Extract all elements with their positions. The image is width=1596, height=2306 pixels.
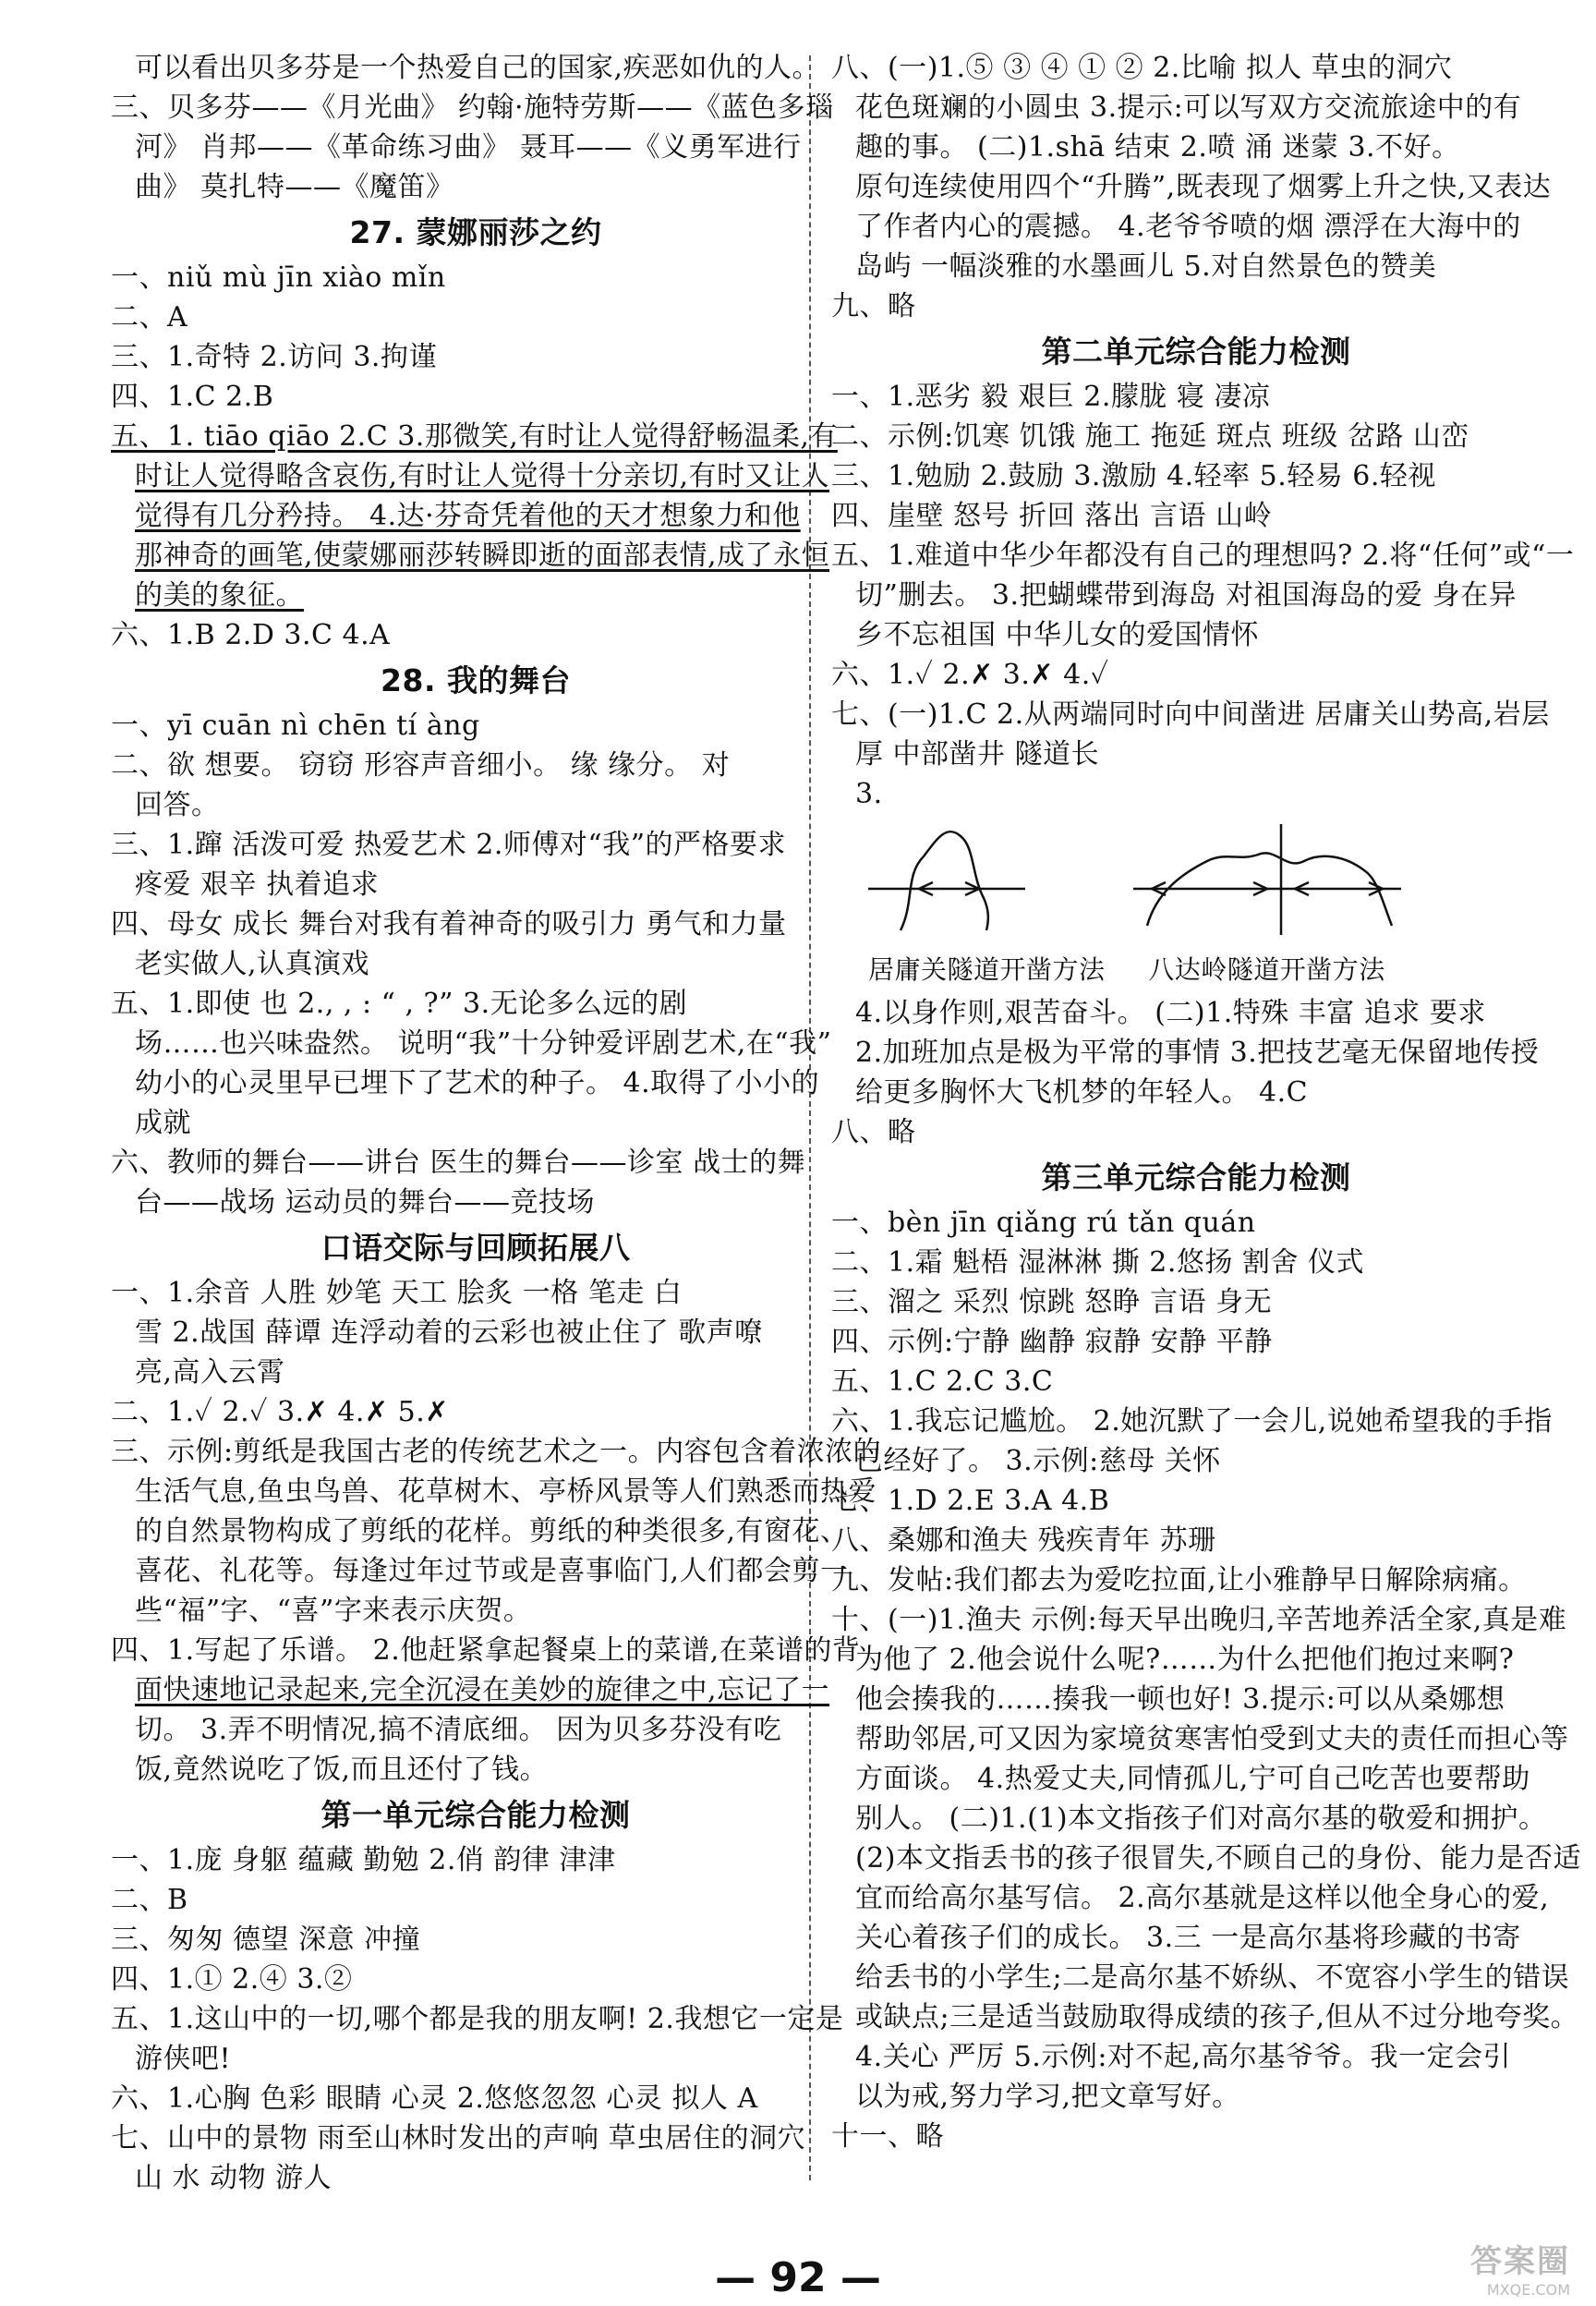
answer-line: 一、1.庞 身躯 蕴藏 勤勉 2.俏 韵律 津津	[111, 1844, 616, 1876]
answer-line: 六、1.B 2.D 3.C 4.A	[111, 619, 391, 651]
answer-line: 六、1.心胸 色彩 眼睛 心灵 2.悠悠忽忽 心灵 拟人 A	[111, 2082, 758, 2115]
answer-line: 山 水 动物 游人	[135, 2162, 332, 2194]
answer-line: 原句连续使用四个“升腾”,既表现了烟雾上升之快,又表达	[855, 171, 1552, 203]
answer-line: 切。 3.弄不明情况,搞不清底细。 因为贝多芬没有吃	[135, 1714, 782, 1746]
answer-line: 4.关心 严厉 5.示例:对不起,高尔基爷爷。我一定会引	[855, 2041, 1511, 2073]
answer-line: 趣的事。 (二)1.shā 结束 2.喷 涌 迷蒙 3.不好。	[855, 131, 1460, 164]
answer-line: 河》 肖邦——《革命练习曲》 聂耳——《义勇军进行	[135, 131, 802, 164]
answer-line: 一、yī cuān nì chēn tí àng	[111, 710, 480, 742]
answer-line: 老实做人,认真演戏	[135, 948, 370, 980]
answer-line: 以为戒,努力学习,把文章写好。	[855, 2081, 1240, 2113]
answer-line: 二、示例:饥寒 饥饿 施工 拖延 斑点 班级 岔路 山峦	[831, 420, 1469, 453]
answer-line: 关心着孩子们的成长。 3.三 一是高尔基将珍藏的书寄	[855, 1922, 1521, 1954]
answer-line: 曲》 莫扎特——《魔笛》	[135, 171, 454, 203]
answer-line: 岛屿 一幅淡雅的水墨画儿 5.对自然景色的赞美	[855, 250, 1437, 283]
diagram-caption-right: 八达岭隧道开凿方法	[1148, 954, 1385, 985]
answer-line: 三、1.勉励 2.鼓励 3.激励 4.轻率 5.轻易 6.轻视	[831, 460, 1436, 492]
answer-line: 四、1.写起了乐谱。 2.他赶紧拿起餐桌上的菜谱,在菜谱的背	[111, 1634, 861, 1667]
section-title: 27. 蒙娜丽莎之约	[349, 214, 602, 250]
answer-line: 的美的象征。	[135, 579, 304, 612]
watermark-bottom: MXQE.COM	[1486, 2281, 1570, 2299]
mountain-sketch-right	[1133, 819, 1401, 935]
answer-line: 三、贝多芬——《月光曲》 约翰·施特劳斯——《蓝色多瑙	[111, 91, 834, 124]
diagram-caption-left: 居庸关隧道开凿方法	[868, 954, 1106, 985]
answer-line: 他会揍我的……揍我一顿也好! 3.提示:可以从桑娜想	[855, 1683, 1505, 1716]
answer-line: 四、崖壁 怒号 折回 落出 言语 山岭	[831, 500, 1273, 532]
page-number: — 92 —	[715, 2254, 881, 2301]
answer-line: 四、示例:宁静 幽静 寂静 安静 平静	[831, 1326, 1273, 1358]
answer-line: 幼小的心灵里早已埋下了艺术的种子。 4.取得了小小的	[135, 1067, 820, 1099]
answer-line: 七、山中的景物 雨至山林时发出的声响 草虫居住的洞穴	[111, 2122, 806, 2154]
watermark-top: 答案圈	[1470, 2243, 1570, 2280]
answer-line: 二、欲 想要。 窃窃 形容声音细小。 缘 缘分。 对	[111, 749, 731, 782]
section-title: 口语交际与回顾拓展八	[320, 1230, 631, 1266]
answer-line: 或缺点;三是适当鼓励取得成绩的孩子,但从不过分地夸奖。	[855, 2001, 1579, 2033]
answer-line: 三、示例:剪纸是我国古老的传统艺术之一。内容包含着浓浓的	[111, 1436, 882, 1468]
answer-line: 可以看出贝多芬是一个热爱自己的国家,疾恶如仇的人。	[135, 52, 821, 84]
answer-line: 切”删去。 3.把蝴蝶带到海岛 对祖国海岛的爱 身在异	[855, 579, 1517, 612]
answer-line: 三、1.蹿 活泼可爱 热爱艺术 2.师傅对“我”的严格要求	[111, 829, 787, 861]
answer-line: 乡不忘祖国 中华儿女的爱国情怀	[855, 619, 1260, 651]
answer-line: 生活气息,鱼虫鸟兽、花草树木、亭桥风景等人们熟悉而热爱	[135, 1475, 877, 1508]
answer-line: 八、桑娜和渔夫 残疾青年 苏珊	[831, 1524, 1216, 1557]
section-title: 第三单元综合能力检测	[1041, 1159, 1351, 1195]
tunnel-diagram	[831, 819, 1561, 989]
answer-line: 觉得有几分矜持。 4.达·芬奇凭着他的天才想象力和他	[135, 500, 801, 532]
answer-line: 一、1.恶劣 毅 艰巨 2.朦胧 寝 凄凉	[831, 381, 1271, 413]
answer-line: 宜而给高尔基写信。 2.高尔基就是这样以他全身心的爱,	[855, 1882, 1550, 1914]
answer-line: 十一、略	[831, 2120, 944, 2153]
answer-line: 九、发帖:我们都去为爱吃拉面,让小雅静早日解除病痛。	[831, 1564, 1527, 1596]
answer-line: 些“福”字、“喜”字来表示庆贺。	[135, 1595, 532, 1627]
right-column	[831, 48, 1582, 2156]
answer-line: 别人。 (二)1.(1)本文指孩子们对高尔基的敬爱和拥护。	[855, 1802, 1547, 1835]
answer-line: 七、(一)1.C 2.从两端同时向中间凿进 居庸关山势高,岩层	[831, 698, 1550, 731]
answer-line: 四、1.① 2.④ 3.②	[111, 1963, 353, 1996]
answer-line: 给丢书的小学生;二是高尔基不娇纵、不宽容小学生的错误	[855, 1961, 1570, 1994]
answer-line: 台——战场 运动员的舞台——竞技场	[135, 1186, 596, 1219]
answer-line: 一、1.余音 人胜 妙笔 天工 脍炙 一格 笔走 白	[111, 1277, 683, 1309]
answer-line: 二、A	[111, 301, 188, 334]
answer-line: 八、略	[831, 1116, 916, 1148]
section-title: 第一单元综合能力检测	[320, 1797, 631, 1833]
right-column-top	[831, 48, 1575, 814]
answer-line: 2.加班加点是极为平常的事情 3.把技艺毫无保留地传授	[855, 1037, 1540, 1069]
answer-line: 场……也兴味盎然。 说明“我”十分钟爱评剧艺术,在“我”	[135, 1027, 832, 1060]
answer-line: 七、1.D 2.E 3.A 4.B	[831, 1485, 1110, 1517]
answer-line: 的自然景物构成了剪纸的花样。剪纸的种类很多,有窗花、	[135, 1515, 849, 1547]
answer-line: 游侠吧!	[135, 2043, 232, 2075]
right-column-bottom	[831, 993, 1582, 2156]
answer-line: 三、1.奇特 2.访问 3.拘谨	[111, 341, 437, 373]
answer-line: 厚 中部凿井 隧道长	[855, 738, 1100, 771]
section-title: 第二单元综合能力检测	[1041, 334, 1351, 370]
answer-line: 那神奇的画笔,使蒙娜丽莎转瞬即逝的面部表情,成了永恒	[135, 540, 830, 572]
answer-line: 三、匆匆 德望 深意 冲撞	[111, 1924, 421, 1956]
answer-line: (2)本文指丢书的孩子很冒失,不顾自己的身份、能力是否适	[855, 1842, 1582, 1875]
answer-line: 面快速地记录起来,完全沉浸在美妙的旋律之中,忘记了一	[135, 1674, 830, 1706]
answer-line: 亮,高入云霄	[135, 1356, 285, 1389]
answer-line: 雪 2.战国 薛谭 连浮动着的云彩也被止住了 歌声嘹	[135, 1317, 763, 1349]
answer-line: 六、1.我忘记尴尬。 2.她沉默了一会儿,说她希望我的手指	[831, 1405, 1553, 1438]
answer-line: 五、1.即使 也 2., , : “ , ?” 3.无论多么远的剧	[111, 988, 688, 1020]
answer-line: 五、1.C 2.C 3.C	[831, 1365, 1054, 1398]
answer-line: 给更多胸怀大飞机梦的年轻人。 4.C	[855, 1076, 1309, 1109]
answer-line: 方面谈。 4.热爱丈夫,同情孤儿,宁可自己吃苦也要帮助	[855, 1763, 1530, 1795]
answer-line: 四、母女 成长 舞台对我有着神奇的吸引力 勇气和力量	[111, 908, 787, 941]
answer-line: 九、略	[831, 290, 916, 322]
answer-line: 4.以身作则,艰苦奋斗。 (二)1.特殊 丰富 追求 要求	[855, 997, 1486, 1029]
answer-line: 回答。	[135, 789, 220, 821]
answer-line: 为他了 2.他会说什么呢?……为什么把他们抱过来啊?	[855, 1644, 1515, 1676]
mountain-sketch-left	[868, 819, 1025, 935]
answer-line: 一、bèn jīn qiǎng rú tǎn quán	[831, 1207, 1256, 1239]
juyongguan-diagram	[868, 819, 1106, 989]
badaling-diagram	[1133, 819, 1401, 989]
answer-line: 了作者内心的震撼。 4.老爷爷喷的烟 漂浮在大海中的	[855, 211, 1521, 243]
answer-line: 五、1. tiāo qiāo 2.C 3.那微笑,有时让人觉得舒畅温柔,有	[111, 420, 838, 453]
answer-line: 喜花、礼花等。每逢过年过节或是喜事临门,人们都会剪一	[135, 1555, 849, 1587]
answer-line: 五、1.难道中华少年都没有自己的理想吗? 2.将“任何”或“一	[831, 540, 1575, 572]
watermark-logo	[1422, 2236, 1570, 2299]
answer-line: 饭,竟然说吃了饭,而且还付了钱。	[135, 1754, 549, 1786]
answer-line: 二、1.✓ 2.✓ 3.✗ 4.✗ 5.✗	[111, 1396, 449, 1428]
answer-line: 一、niǔ mù jīn xiào mǐn	[111, 261, 446, 294]
answer-line: 八、(一)1.⑤ ③ ④ ① ② 2.比喻 拟人 草虫的洞穴	[831, 52, 1453, 84]
answer-line: 花色斑斓的小圆虫 3.提示:可以写双方交流旅途中的有	[855, 91, 1522, 124]
answer-line: 时让人觉得略含哀伤,有时让人觉得十分亲切,有时又让人	[135, 460, 830, 492]
answer-line: 二、1.霜 魁梧 湿淋淋 撕 2.悠扬 割舍 仪式	[831, 1246, 1364, 1279]
answer-line: 成就	[135, 1107, 191, 1139]
answer-line: 帮助邻居,可又因为家境贫寒害怕受到丈夫的责任而担心等	[855, 1723, 1569, 1755]
answer-line: 二、B	[111, 1884, 188, 1916]
answer-line: 三、溜之 采烈 惊跳 怒睁 言语 身无	[831, 1286, 1273, 1318]
answer-line: 五、1.这山中的一切,哪个都是我的朋友啊! 2.我想它一定是	[111, 2003, 844, 2035]
answer-line: 四、1.C 2.B	[111, 381, 274, 413]
answer-line: 疼爱 艰辛 执着追求	[135, 868, 380, 901]
answer-line: 已经好了。 3.示例:慈母 关怀	[855, 1445, 1221, 1477]
section-title: 28. 我的舞台	[381, 662, 571, 698]
answer-line: 六、教师的舞台——讲台 医生的舞台——诊室 战士的舞	[111, 1147, 806, 1179]
answer-line: 十、(一)1.渔夫 示例:每天早出晚归,辛苦地养活全家,真是难	[831, 1604, 1567, 1636]
answer-line: 3.	[855, 778, 883, 810]
answer-line: 六、1.✓ 2.✗ 3.✗ 4.✓	[831, 659, 1109, 691]
